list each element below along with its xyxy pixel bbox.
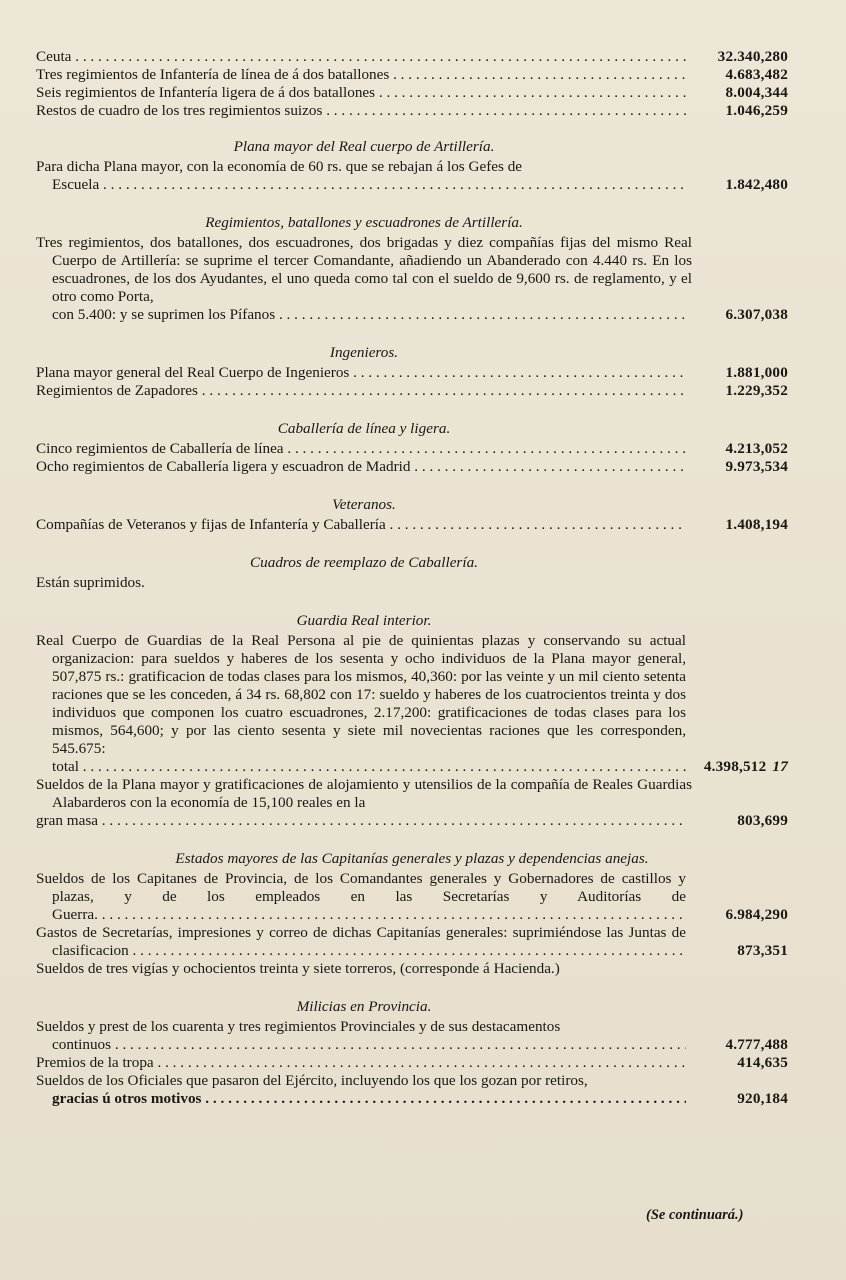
row-amount: 4.213,052 [725,440,788,457]
row-label: gracias ú otros motivos . . . [52,1090,686,1108]
row-label: Compañías de Veteranos y fijas de Infantería y Caballería . . . [36,516,686,534]
row-amount: 8.004,344 [725,84,788,101]
row-amount: 4.777,488 [725,1036,788,1053]
row-amount: 414,635 [737,1054,788,1071]
row-label: Regimientos de Zapadores . . . [36,382,686,400]
row-label: Tres regimientos de Infantería de línea de á dos batallones . . . [36,66,686,84]
ledger-row [36,84,788,102]
paragraph: Gastos de Secretarías, impresiones y correo de dichas Capitanías generales: suprimiéndose las Juntas de clasificacion . . . [36,924,686,960]
row-amount [686,758,788,776]
paragraph: Real Cuerpo de Guardias de la Real Persona al pie de quinientas plazas y conservando su actual organizacion: para sueldos y haberes de los sesenta y ocho individuos de la Plana mayor general, 507,875 rs.: gratificacion de todas clases para los mismos, 40,360: por las veinte y un mil ciento setenta raciones que se les conceden, á 34 rs. 68,802 con 17: sueldo y haberes de los cuatrocientos treinta y dos individuos que componen los cuatro escuadrones, 2.17,200: gratificaciones de todas clases para los mismos, 564,600; y por las ciento sesenta y siete mil novecientas raciones que les corresponden, 545.675: total . . . [36,632,686,776]
ledger-row [36,48,788,66]
row-label: Cinco regimientos de Caballería de línea . . . [36,440,686,458]
row-label: Restos de cuadro de los tres regimientos suizos . . . [36,102,686,120]
section-heading: Caballería de línea y ligera. [277,420,451,437]
paragraph: Sueldos de la Plana mayor y gratificaciones de alojamiento y utensilios de la compañía de Reales Guardias Alabarderos con la economía de 15,100 reales en la [36,776,692,811]
ledger-row [36,364,788,382]
section-heading: Estados mayores de las Capitanías generales y plazas y dependencias anejas. [175,850,649,867]
row-label: Seis regimientos de Infantería ligera de á dos batallones . . . [36,84,686,102]
paragraph: Para dicha Plana mayor, con la economía de 60 rs. que se rebajan á los Gefes de [36,158,523,175]
ledger-row [36,1036,788,1054]
row-amount: 9.973,534 [725,458,788,475]
ledger-row [36,1054,788,1072]
ledger-row [36,440,788,458]
row-label: Ceuta . . . [36,48,686,66]
ledger-row [36,1090,788,1108]
row-amount: 4.683,482 [725,66,788,83]
document-content [36,48,788,1108]
row-amount: 1.408,194 [725,516,788,533]
row-amount: 6.307,038 [725,306,788,323]
section-heading: Regimientos, batallones y escuadrones de Artillería. [205,214,523,231]
ledger-block [36,870,788,924]
section-heading: Veteranos. [332,496,396,513]
row-label: Escuela . . . [52,176,686,194]
amount-suffix: 17 [772,758,788,775]
section-heading: Guardia Real interior. [296,612,432,629]
ledger-block [36,632,788,776]
section-heading: Plana mayor del Real cuerpo de Artillería. [233,138,495,155]
ledger-row [36,812,788,830]
row-amount: 1.881,000 [725,364,788,381]
paragraph: Sueldos y prest de los cuarenta y tres regimientos Provinciales y de sus destacamentos [36,1018,561,1035]
row-amount: 32.340,280 [717,48,788,65]
paragraph: Tres regimientos, dos batallones, dos escuadrones, dos brigadas y diez compañías fijas del mismo Real Cuerpo de Artillería: se suprime el tercer Comandante, añadiendo un Abanderado con 4.440 rs. En los escuadrones, de los dos Ayudantes, el uno queda como tal con el sueldo de 9,600 rs. de reglamento, y el otro como Porta, [36,234,692,305]
row-label: Ocho regimientos de Caballería ligera y escuadron de Madrid . . . [36,458,686,476]
amount-value: 4.398,512 [703,758,767,775]
ledger-row [36,382,788,400]
ledger-block [36,924,788,960]
row-amount: 6.984,290 [725,906,788,923]
paragraph: Están suprimidos. [36,574,145,591]
row-amount: 1.046,259 [725,102,788,119]
row-label: Plana mayor general del Real Cuerpo de Ingenieros . . . [36,364,686,382]
paragraph: Sueldos de los Oficiales que pasaron del Ejército, incluyendo los que los gozan por retiros, [36,1072,588,1089]
ledger-row [36,516,788,534]
ledger-row [36,458,788,476]
paragraph: Sueldos de los Capitanes de Provincia, de los Comandantes generales y Gobernadores de castillos y plazas, y de los empleados en las Secretarías y Auditorías de Guerra. . . . [36,870,686,924]
ledger-row [36,306,788,324]
row-label: gran masa . . . [36,812,686,830]
ledger-row [36,176,788,194]
row-label: continuos . . . [52,1036,686,1054]
row-label: con 5.400: y se suprimen los Pífanos . . . [52,306,686,324]
paragraph: Sueldos de tres vigías y ochocientos treinta y siete torreros, (corresponde á Hacienda.) [36,960,560,977]
row-amount: 920,184 [737,1090,788,1107]
row-amount: 803,699 [737,812,788,829]
row-amount: 1.842,480 [725,176,788,193]
row-amount: 873,351 [737,942,788,959]
section-heading: Cuadros de reemplazo de Caballería. [250,554,478,571]
section-heading: Milicias en Provincia. [296,998,432,1015]
ledger-row [36,66,788,84]
ledger-row [36,102,788,120]
row-label: Premios de la tropa . . . [36,1054,686,1072]
section-heading: Ingenieros. [329,344,399,361]
continuation-note: (Se continuará.) [646,1207,744,1223]
row-amount: 1.229,352 [725,382,788,399]
